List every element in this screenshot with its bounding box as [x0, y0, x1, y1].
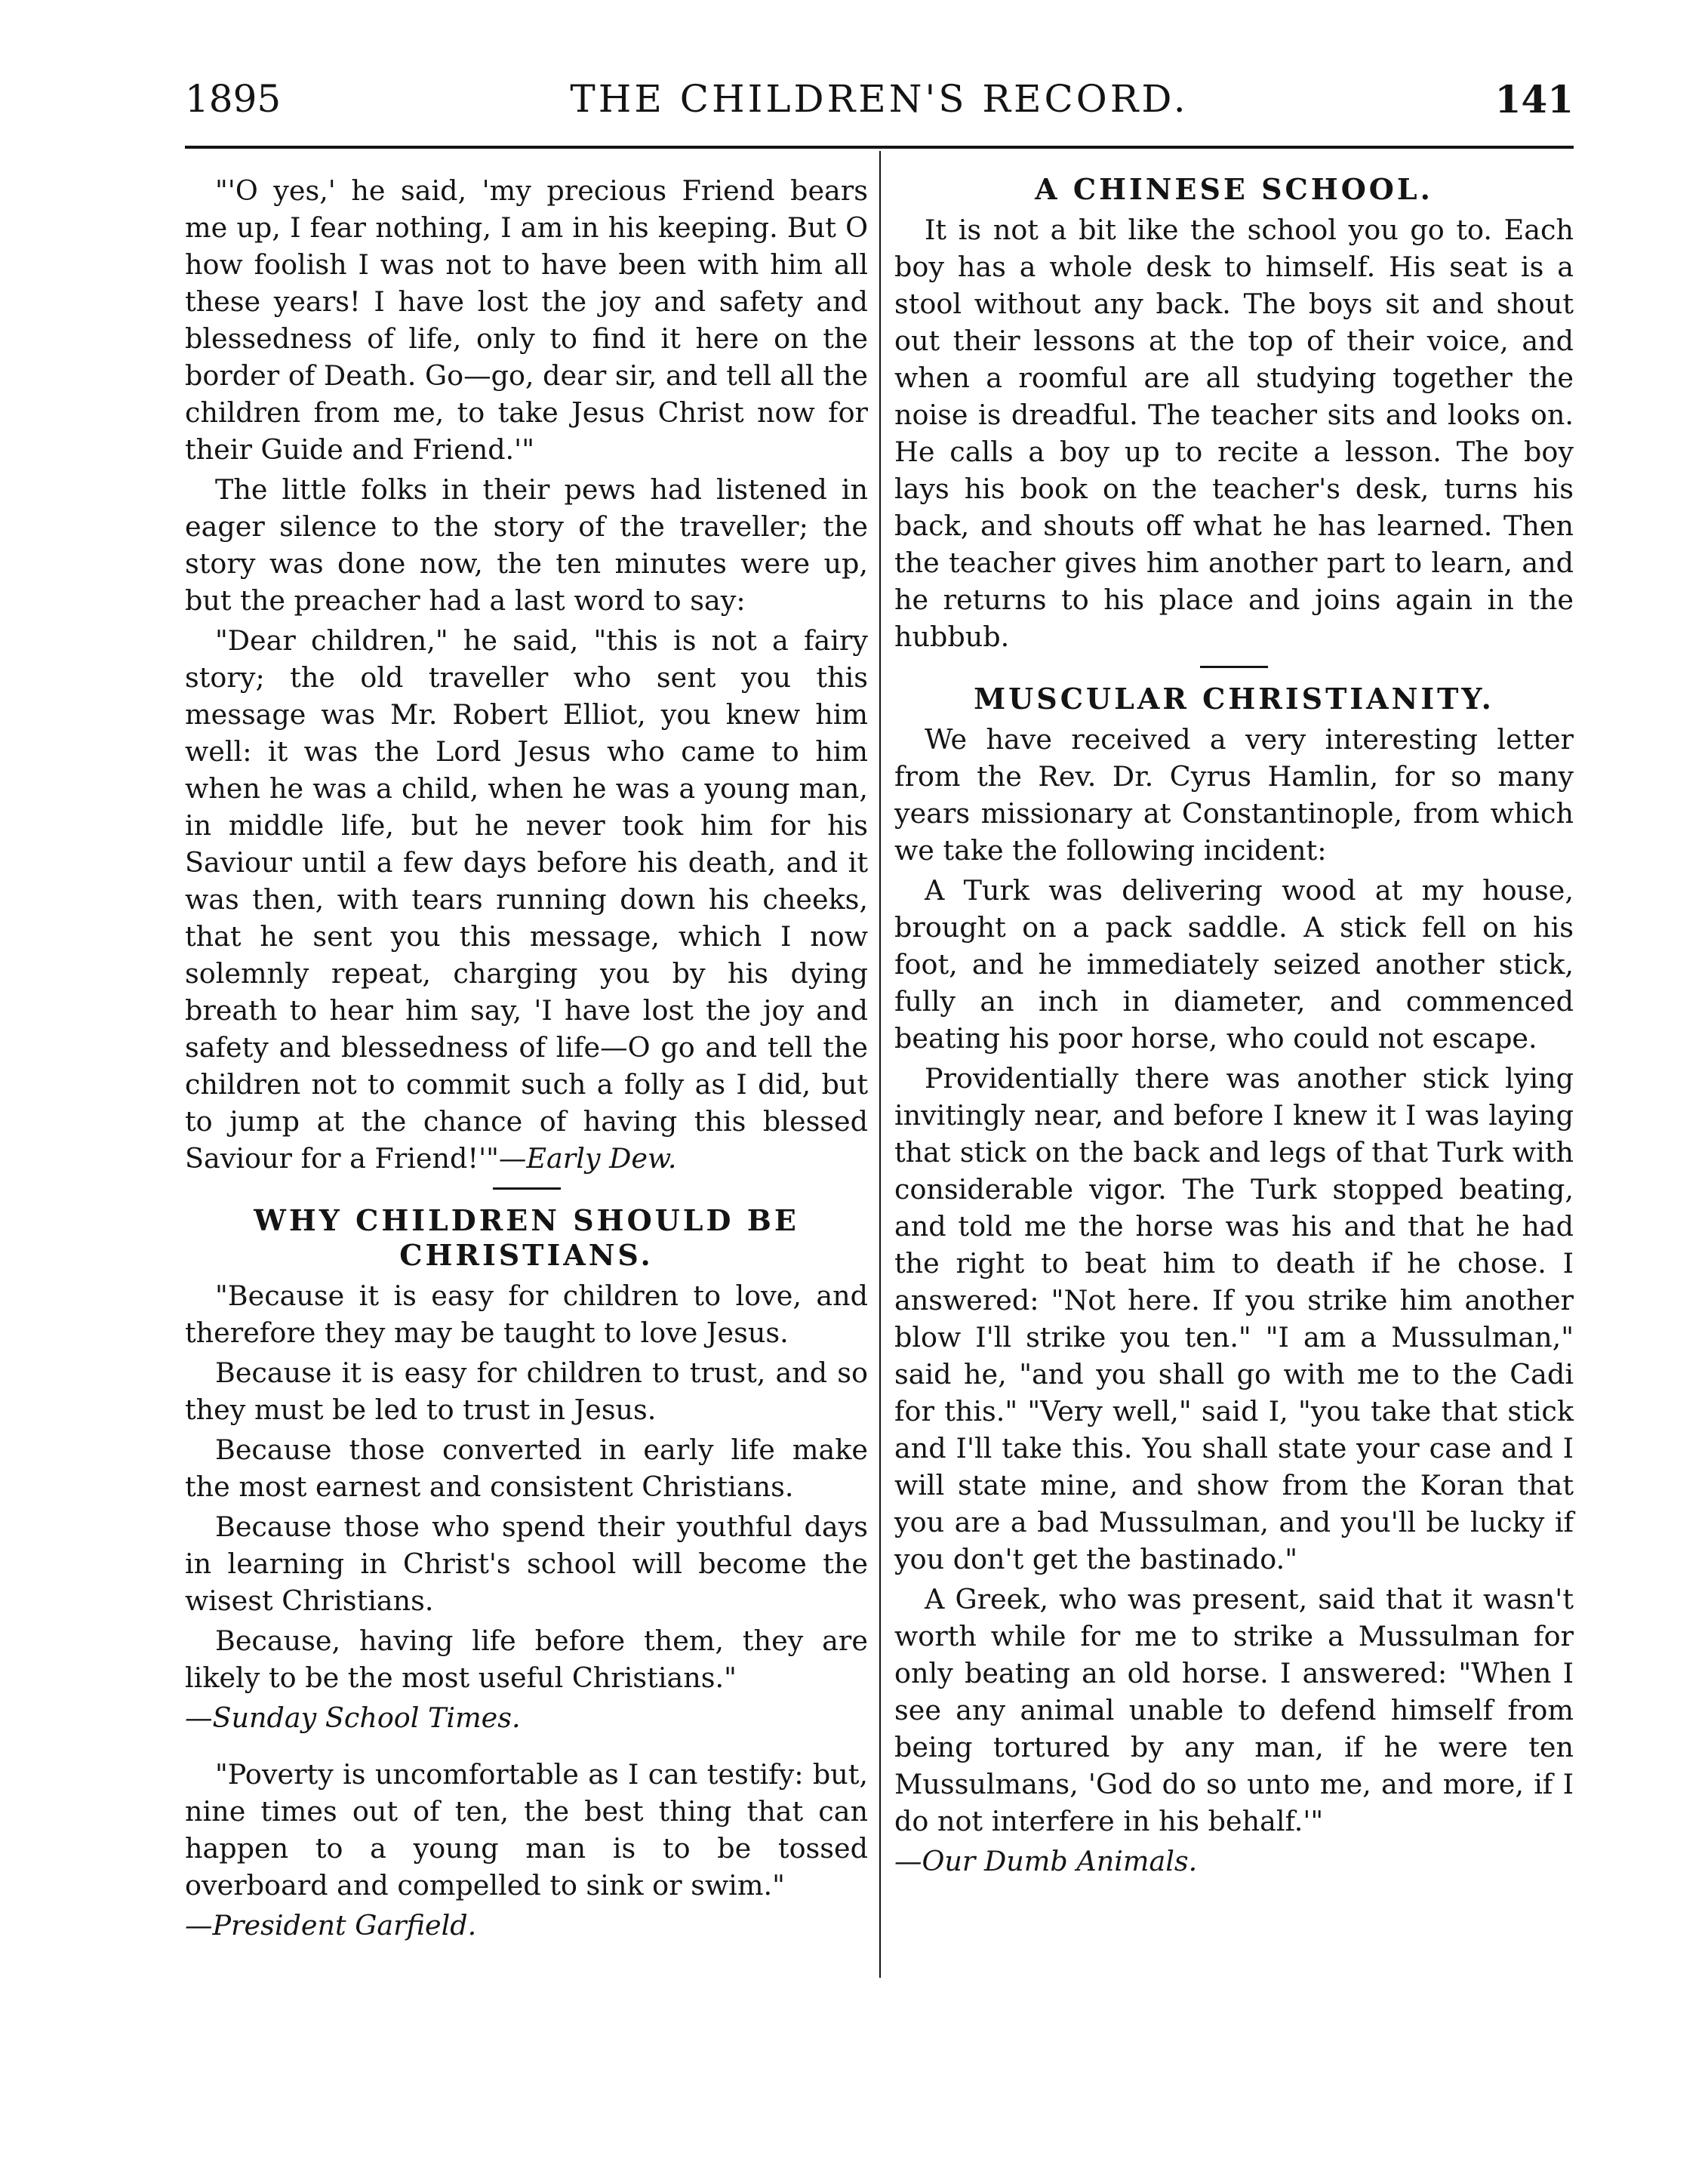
garfield-quote-paragraph: "Poverty is uncomfortable as I can testify: but, nine times out of ten, the best thing that can happen to a young man is to be tossed overboard and compelled to sink or swim.": [185, 1758, 868, 1902]
section-divider: [493, 1187, 561, 1190]
publication-title: THE CHILDREN'S RECORD.: [570, 77, 1189, 121]
turk-story-paragraph: Providentially there was another stick lying invitingly near, and before I knew it I was laying that stick on the back and legs of that Turk with considerable vigor. The Turk stopped beating, and told me the horse was his and that he had the right to beat him to death if he chose. I answered: "Not here. If you strike him another blow I'll strike you ten." "I am a Mussulman," said he, "and you shall go with me to the Cadi for this." "Very well," said I, "you take that stick and I'll take this. You shall state your case and I will state mine, and show from the Koran that you are a bad Mussulman, and you'll be lucky if you don't get the bastinado.": [894, 1062, 1574, 1575]
column-divider: [879, 151, 881, 1978]
elliot-message-source: Early Dew.: [526, 1142, 677, 1175]
reason-paragraph: Because those converted in early life make the most earnest and consistent Christians.: [185, 1434, 868, 1503]
right-column: [894, 172, 1574, 1883]
left-column: [185, 172, 868, 1947]
elliot-message-text: "Dear children," he said, "this is not a fairy story; the old traveller who sent you this message was Mr. Robert Elliot, you knew him well: it was the Lord Jesus who came to him when he was a child, when he was a young man, in middle life, but he never took him for his Saviour until a few days before his death, and it was then, with tears running down his cheeks, that he sent you this message, which I now solemnly repeat, charging you by his dying breath to hear him say, 'I have lost the joy and safety and blessedness of life—O go and tell the children not to commit such a folly as I did, but to jump at the chance of having this blessed Saviour for a Friend!'"—: [185, 624, 868, 1175]
page-number: 141: [1494, 77, 1574, 122]
reason-paragraph: Because it is easy for children to trust, and so they must be led to trust in Jesus.: [185, 1357, 868, 1426]
elliot-story-paragraph: The little folks in their pews had listened in eager silence to the story of the traveller; the story was done now, the ten minutes were up, but the preacher had a last word to say:: [185, 473, 868, 617]
garfield-quote-source: —President Garfield.: [185, 1909, 477, 1942]
reason-paragraph: "Because it is easy for children to love, and therefore they may be taught to love Jesus.: [185, 1280, 868, 1349]
spacer: [185, 1739, 868, 1756]
muscular-christianity-source: —Our Dumb Animals.: [894, 1845, 1198, 1877]
greek-story-paragraph: A Greek, who was present, said that it wasn't worth while for me to strike a Mussulman for only beating an old horse. I answered: "When I see any animal unable to defend himself from being tortured by any man, if he were ten Mussulmans, 'God do so unto me, and more, if I do not interfere in his behalf.'": [894, 1583, 1574, 1837]
reason-paragraph: Because, having life before them, they are likely to be the most useful Christians.": [185, 1624, 868, 1694]
header-rule: [185, 146, 1574, 149]
section-divider: [1200, 666, 1268, 668]
turk-story-paragraph: A Turk was delivering wood at my house, brought on a pack saddle. A stick fell on his foot, and he immediately seized another stick, fully an inch in diameter, and commenced beating his poor horse, who could not escape.: [894, 874, 1574, 1055]
elliot-quote-paragraph: "'O yes,' he said, 'my precious Friend bears me up, I fear nothing, I am in his keeping. But O how foolish I was not to have been with him all these years! I have lost the joy and safety and blessedness of life, only to find it here on the border of Death. Go—go, dear sir, and tell all the children from me, to take Jesus Christ now for their Guide and Friend.'": [185, 174, 868, 466]
page-header: [185, 77, 1574, 130]
chinese-school-paragraph: It is not a bit like the school you go to. Each boy has a whole desk to himself. His seat is a stool without any back. The boys sit and shout out their lessons at the top of their voice, and when a roomful are all studying together the noise is dreadful. The teacher sits and looks on. He calls a boy up to recite a lesson. The boy lays his book on the teacher's desk, turns his back, and shouts off what he has learned. Then the teacher gives him another part to learn, and he returns to his place and joins again in the hubbub.: [894, 214, 1574, 653]
hamlin-intro-paragraph: We have received a very interesting letter from the Rev. Dr. Cyrus Hamlin, for so many years missionary at Constantinople, from which we take the following incident:: [894, 723, 1574, 867]
elliot-message-paragraph: [185, 622, 868, 1177]
reason-paragraph: Because those who spend their youthful days in learning in Christ's school will become the wisest Christians.: [185, 1511, 868, 1617]
header-year: 1895: [185, 77, 282, 121]
section-heading-muscular-christianity: MUSCULAR CHRISTIANITY.: [974, 682, 1494, 716]
section-heading-why-children: WHY CHILDREN SHOULD BE CHRISTIANS.: [254, 1203, 799, 1272]
reason-source: —Sunday School Times.: [185, 1701, 521, 1734]
section-heading-chinese-school: A CHINESE SCHOOL.: [1035, 172, 1433, 206]
